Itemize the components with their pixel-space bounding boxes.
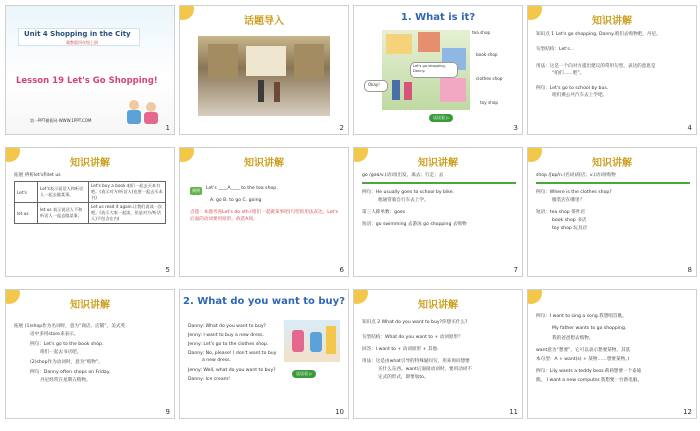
slide-title: 话题导入 <box>244 16 284 27</box>
content-line: 例句：He usually goes to school by bike. <box>362 190 455 195</box>
content-line: 句型结构：What do you want to + 动词原形？ <box>362 335 463 340</box>
divider-line <box>362 182 516 184</box>
shop-label-tea: tea shop <box>472 30 491 35</box>
content-line: 短语：go swimming 去游泳 go shopping 去购物 <box>362 222 467 227</box>
content-line: 定式的形式，即要加to。 <box>378 375 429 380</box>
dialogue-line: Danny: What do you want to buy? <box>188 324 266 329</box>
content-line: 句型结构：Let's... <box>536 47 575 52</box>
content-line: 用法：这是一个向对方提出建议的常用句型，表达的意思是 <box>536 64 656 69</box>
content-line: 他通常骑自行车去上学。 <box>378 198 429 203</box>
slide-number: 12 <box>683 408 692 416</box>
explanation-note: 点拨：本题考查Let's do sth.(咱们一起做某事吧)句型的用法表达。Let's后面的动词要用原形。故选A项。 <box>190 210 338 222</box>
mall-photo <box>198 36 330 116</box>
content-line: shop /ʃɒp/n.(名词)商店；v.(动词)购物 <box>536 173 616 178</box>
dialogue-line: Jenny: Well, what do you want to buy? <box>188 368 276 373</box>
content-line: 例句：Let's go to school by bus. <box>536 86 609 91</box>
table-row <box>15 182 166 203</box>
dialogue-line: Jenny: Let's go to the clothes shop. <box>188 342 269 347</box>
content-line: 例句：Danny often shops on Friday. <box>30 370 111 375</box>
play-button[interactable]: 谈谈看 ▷ <box>292 370 316 378</box>
slide-number: 9 <box>165 408 170 416</box>
slide-thumbnail-2[interactable] <box>179 5 349 135</box>
shop-label-toy: toy shop <box>480 100 499 105</box>
dialogue-line: a new dress. <box>202 358 232 363</box>
content-line: 短语：tea shop 茶叶店 <box>536 210 585 215</box>
slide-number: 8 <box>687 266 692 274</box>
comparison-table <box>14 181 166 224</box>
content-line: 例句：Let's go to the book shop. <box>30 342 104 347</box>
slide-number: 6 <box>339 266 344 274</box>
slide-title: 知识讲解 <box>70 158 110 169</box>
table-row <box>15 203 166 224</box>
slide-title: 知识讲解 <box>592 158 632 169</box>
question-text: Let's ____A____ to the tea shop. <box>206 186 278 191</box>
reply-bubble-text: Okay! <box>368 82 380 87</box>
slide-title: 1. What is it? <box>400 12 476 23</box>
slide-number: 1 <box>165 124 170 132</box>
grade-label: 冀教版四年级上册 <box>66 40 98 45</box>
example-badge: 典例 <box>192 188 200 193</box>
content-line: My father wants to go shopping. <box>552 326 627 331</box>
table-cell: let us <box>15 203 38 224</box>
table-cell: Let's buy a book.咱们一起去买本书吧。(表示对方/听话人)也要一起去买本书) <box>89 182 166 203</box>
slide-thumbnail-6[interactable] <box>179 147 349 277</box>
content-line: 例句：I want to sing a song.我想唱首歌。 <box>536 314 627 319</box>
content-line: 本句型：A + want(s) + 某物……想要某物。) <box>536 357 630 362</box>
speech-bubble-text: Let's go shopping, Danny. <box>413 64 446 73</box>
content-line: (2)shop作为动词时，意为“购物”。 <box>30 360 103 365</box>
content-line: 咱们乘公共汽车去上学吧。 <box>552 93 608 98</box>
content-line: 例句：Where is the clothes shop? <box>536 190 612 195</box>
slide-number: 11 <box>509 408 518 416</box>
shopping-scene-illustration <box>284 320 340 362</box>
content-line: 我的爸爸想去购物。 <box>552 336 594 341</box>
slide-number: 10 <box>335 408 344 416</box>
lesson-title: Lesson 19 Let's Go Shopping! <box>16 76 158 86</box>
site-footer: 第一PPT模板网-WWW.1PPT.COM <box>30 118 92 123</box>
play-button[interactable]: 谈谈看 ▷ <box>429 114 453 122</box>
slide-thumbnail-3[interactable] <box>353 5 523 135</box>
sun-icon <box>527 289 542 304</box>
table-cell: Let us read it again.让我们再读一次吧。(表示大家一起读，但是对方/听话人)不包含在内) <box>89 203 166 224</box>
content-line: “咱们……吧”。 <box>552 71 585 76</box>
content-line: go /gəʊ/v.(动词)出发，离去；行走；去 <box>362 173 444 178</box>
slide-thumbnail-11[interactable] <box>353 289 523 419</box>
slide-thumbnail-8[interactable] <box>527 147 697 277</box>
slide-thumbnail-4[interactable] <box>527 5 697 135</box>
slide-title: 2. What do you want to buy? <box>183 296 345 307</box>
slide-number: 3 <box>513 124 518 132</box>
slide-title: 知识讲解 <box>418 300 458 311</box>
content-line: 知识点 2 What do you want to buy?你想买什么? <box>362 320 468 325</box>
content-line: 熊。 I want a new computer.我想要一台新电脑。 <box>536 378 642 383</box>
slide-title: 知识讲解 <box>418 158 458 169</box>
slide-thumbnail-5[interactable] <box>5 147 175 277</box>
answer-options: A. go B. to go C. going <box>210 198 262 203</box>
dialogue-line: Jenny: I want to buy a new dress. <box>188 333 265 338</box>
cartoon-kids-illustration <box>124 96 164 126</box>
slide-thumbnail-9[interactable] <box>5 289 175 419</box>
slide-title: 知识讲解 <box>70 300 110 311</box>
content-line: 知识点 1 Let's go shopping, Danny.咱们去购物吧，丹尼。 <box>536 32 661 37</box>
content-line: book shop 书店 <box>552 218 587 223</box>
table-cell: Let's表示说话人和听话人一起去做某事。 <box>38 182 89 203</box>
slide-number: 7 <box>513 266 518 274</box>
slide-thumbnail-7[interactable] <box>353 147 523 277</box>
slide-thumbnail-1[interactable] <box>5 5 175 135</box>
slide-number: 4 <box>687 124 692 132</box>
slide-title: 知识讲解 <box>244 158 284 169</box>
shop-label-clothes: clothes shop <box>476 76 503 81</box>
content-line: 买什么东西。want后面接动词时，要用动词不 <box>378 367 472 372</box>
slide-number: 5 <box>165 266 170 274</box>
content-line: toy shop 玩具店 <box>552 226 588 231</box>
slide-title: 知识讲解 <box>592 16 632 27</box>
slide-number: 2 <box>339 124 344 132</box>
content-line: want意为“想要”，它可以表示想要某物。其基 <box>536 348 631 353</box>
content-line: 服装店在哪里？ <box>552 198 585 203</box>
section-heading: 拓展 辨析let's和let us <box>14 173 61 178</box>
divider-line <box>536 182 690 184</box>
dialogue-line: Danny: Ice cream! <box>188 377 231 382</box>
content-line: 例句：Lily wants a teddy bear.莉莉想要一个泰迪 <box>536 369 642 374</box>
table-cell: let us 表示说话人不和听话人一起去做某事。 <box>38 203 89 224</box>
slide-thumbnail-12[interactable] <box>527 289 697 419</box>
content-line: 咱们一起去书店吧。 <box>40 350 82 355</box>
unit-title: Unit 4 Shopping in the City <box>24 30 131 38</box>
table-cell: Let's <box>15 182 38 203</box>
slide-thumbnail-10[interactable] <box>179 289 349 419</box>
dialogue-line: Danny: No, please! I don't want to buy <box>188 351 277 356</box>
shop-label-book: book shop <box>476 52 498 57</box>
content-line: 回答：I want to + 动词原形 + 其他. <box>362 347 439 352</box>
content-line: 语中多用store来表示。 <box>30 332 79 337</box>
content-line: 用法：这是由what引导的特殊疑问句，用来询问想要 <box>362 359 470 364</box>
content-line: 丹尼经常在星期五购物。 <box>40 378 91 383</box>
content-line: 拓展 (1)shop作为名词时，意为“商店、店铺”，美式英 <box>14 324 126 329</box>
content-line: 第三人称单数：goes <box>362 210 406 215</box>
